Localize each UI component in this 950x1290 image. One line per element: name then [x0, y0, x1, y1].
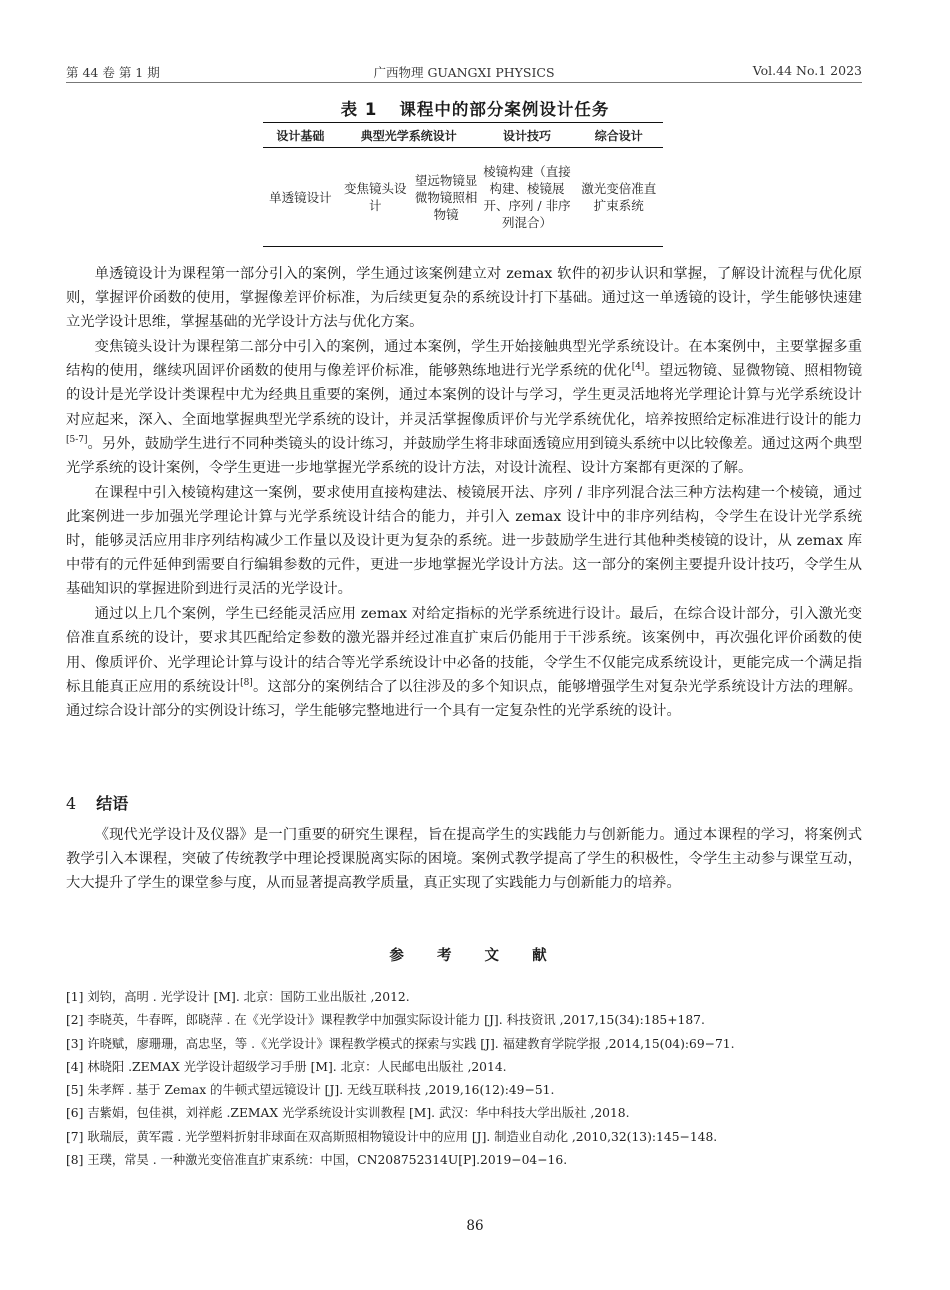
paragraph-text: 。另外，鼓励学生进行不同种类镜头的设计练习，并鼓励学生将非球面透镜应用到镜头系统中以比较像差。通过这两个典型光学系统的设计案例，令学生更进一步地掌握光学系统的设计方法，对设计流程、设计方案都有更深的了解。 [66, 435, 862, 476]
header-journal: 广西物理 GUANGXI PHYSICS [373, 65, 555, 80]
reference-item: [7] 耿瑞辰，黄军霞 . 光学塑料折射非球面在双高斯照相物镜设计中的应用 [J]. 制造业自动化 ,2010,32(13):145−148. [66, 1129, 718, 1144]
table-title: 课程中的部分案例设计任务 [399, 100, 610, 119]
table-cell: 激光变倍准直扩束系统 [574, 148, 663, 247]
paragraph: 《现代光学设计及仪器》是一门重要的研究生课程，旨在提高学生的实践能力与创新能力。通过本课程的学习，将案例式教学引入本课程，突破了传统教学中理论授课脱离实际的困境。案例式教学提高了学生的积极性，令学生主动参与课堂互动，大大提升了学生的课堂参与度，从而显著提高教学质量，真正实现了实践能力与创新能力的培养。 [66, 827, 862, 892]
paragraph-text: 通过以上几个案例，学生已经能灵活应用 zemax 对给定指标的光学系统进行设计。最后，在综合设计部分，引入激光变倍准直系统的设计，要求其匹配给定参数的激光器并经过准直扩束后仍能用于干涉系统。该案例中，再次强化评价函数的使用、像质评价、光学理论计算与设计的结合等光学系统设计中必备的技能，令学生不仅能完成系统设计，更能完成一个满足指标且能真正应用的系统设计 [66, 606, 862, 695]
table-header-cell: 设计技巧 [480, 123, 575, 148]
table-row [263, 148, 663, 247]
table-header-cell: 典型光学系统设计 [338, 123, 480, 148]
reference-item: [1] 刘钧，高明 . 光学设计 [M]. 北京：国防工业出版社 ,2012. [66, 990, 410, 1004]
paragraph-text: 。这部分的案例结合了以往涉及的多个知识点，能够增强学生对复杂光学系统设计方法的理解。通过综合设计部分的实例设计练习，学生能够完整地进行一个具有一定复杂性的光学系统的设计。 [66, 678, 863, 719]
table-cell: 单透镜设计 [263, 148, 338, 247]
paragraph: 单透镜设计为课程第一部分引入的案例，学生通过该案例建立对 zemax 软件的初步认识和掌握，了解设计流程与优化原则，掌握评价函数的使用，掌握像差评价标准，为后续更复杂的系统设计打下基础。通过这一单透镜的设计，学生能够快速建立光学设计思维，掌握基础的光学设计方法与优化方案。 [66, 266, 862, 331]
paragraph-text: 变焦镜头设计为课程第二部分中引入的案例，通过本案例，学生开始接触典型光学系统设计。在本案例中，主要掌握多重结构的使用，继续巩固评价函数的使用与像差评价标准，能够熟练地进行光学系统的优化 [66, 339, 862, 380]
table-cell: 望远物镜显微物镜照相物镜 [413, 148, 480, 247]
header-divider [66, 82, 862, 83]
reference-item: [5] 朱孝辉 . 基于 Zemax 的牛顿式望远镜设计 [J]. 无线互联科技 ,2019,16(12):49−51. [66, 1083, 555, 1098]
paragraph-text: 。望远物镜、显微物镜、照相物镜的设计是光学设计类课程中尤为经典且重要的案例，通过本案例的设计与学习，学生更灵活地将光学理论计算与光学系统设计对应起来，深入、全面地掌握典型光学系统的设计，并灵活掌握像质评价与光学系统优化，培养按照给定标准进行设计的能力 [66, 363, 863, 428]
table-cell: 变焦镜头设计 [338, 148, 413, 247]
reference-item: [3] 许晓赋，廖珊珊，高忠坚，等 .《光学设计》课程教学模式的探索与实践 [J]. 福建教育学院学报 ,2014,15(04):69−71. [66, 1036, 735, 1051]
section-number: 4 [66, 794, 77, 813]
body-text [66, 262, 862, 724]
page-number: 86 [466, 1218, 484, 1234]
citation: [5-7] [66, 434, 88, 445]
reference-item: [4] 林晓阳 .ZEMAX 光学设计超级学习手册 [M]. 北京：人民邮电出版社 ,2014. [66, 1059, 507, 1074]
reference-item: [8] 王璞，常昊 . 一种激光变倍准直扩束系统：中国，CN208752314U[P].2019−04−16. [66, 1153, 568, 1168]
reference-item: [6] 吉紫娟，包佳祺，刘祥彪 .ZEMAX 光学系统设计实训教程 [M]. 武汉：华中科技大学出版社 ,2018. [66, 1106, 630, 1121]
citation: [8] [240, 677, 253, 688]
paragraph: 在课程中引入棱镜构建这一案例，要求使用直接构建法、棱镜展开法、序列 / 非序列混合法三种方法构建一个棱镜，通过此案例进一步加强光学理论计算与光学系统设计结合的能力，并引入 zemax 设计中的非序列结构，令学生在设计光学系统时，能够灵活应用非序列结构减少工作量以及设计更为复杂的系统。进一步鼓励学生进行其他种类棱镜的设计，从 zemax 库中带有的元件延伸到需要自行编辑参数的元件，更进一步地掌握光学设计方法。这一部分的案例主要提升设计技巧，令学生从基础知识的掌握进阶到进行灵活的光学设计。 [66, 484, 862, 598]
references-heading: 参 考 文 献 [389, 948, 561, 964]
reference-list [66, 986, 866, 1172]
paragraph [66, 335, 862, 480]
section-title: 结语 [96, 794, 129, 813]
table-header-cell: 设计基础 [263, 123, 338, 148]
conclusion-text [66, 823, 862, 895]
table-caption [0, 96, 950, 120]
case-design-table [263, 122, 663, 247]
paragraph [66, 602, 862, 722]
table-header-row [263, 123, 663, 148]
header-issue: Vol.44 No.1 2023 [752, 63, 862, 78]
header-volume: 第 44 卷 第 1 期 [66, 65, 160, 80]
section-heading [66, 791, 128, 814]
table-cell: 棱镜构建（直接构建、棱镜展开、序列 / 非序列混合） [480, 148, 575, 247]
table-number: 表 1 [340, 100, 378, 119]
reference-item: [2] 李晓英，牛春晖，郎晓萍 . 在《光学设计》课程教学中加强实际设计能力 [J]. 科技资讯 ,2017,15(34):185+187. [66, 1013, 705, 1028]
table-header-cell: 综合设计 [574, 123, 663, 148]
citation: [4] [631, 362, 645, 373]
running-header [66, 63, 862, 83]
